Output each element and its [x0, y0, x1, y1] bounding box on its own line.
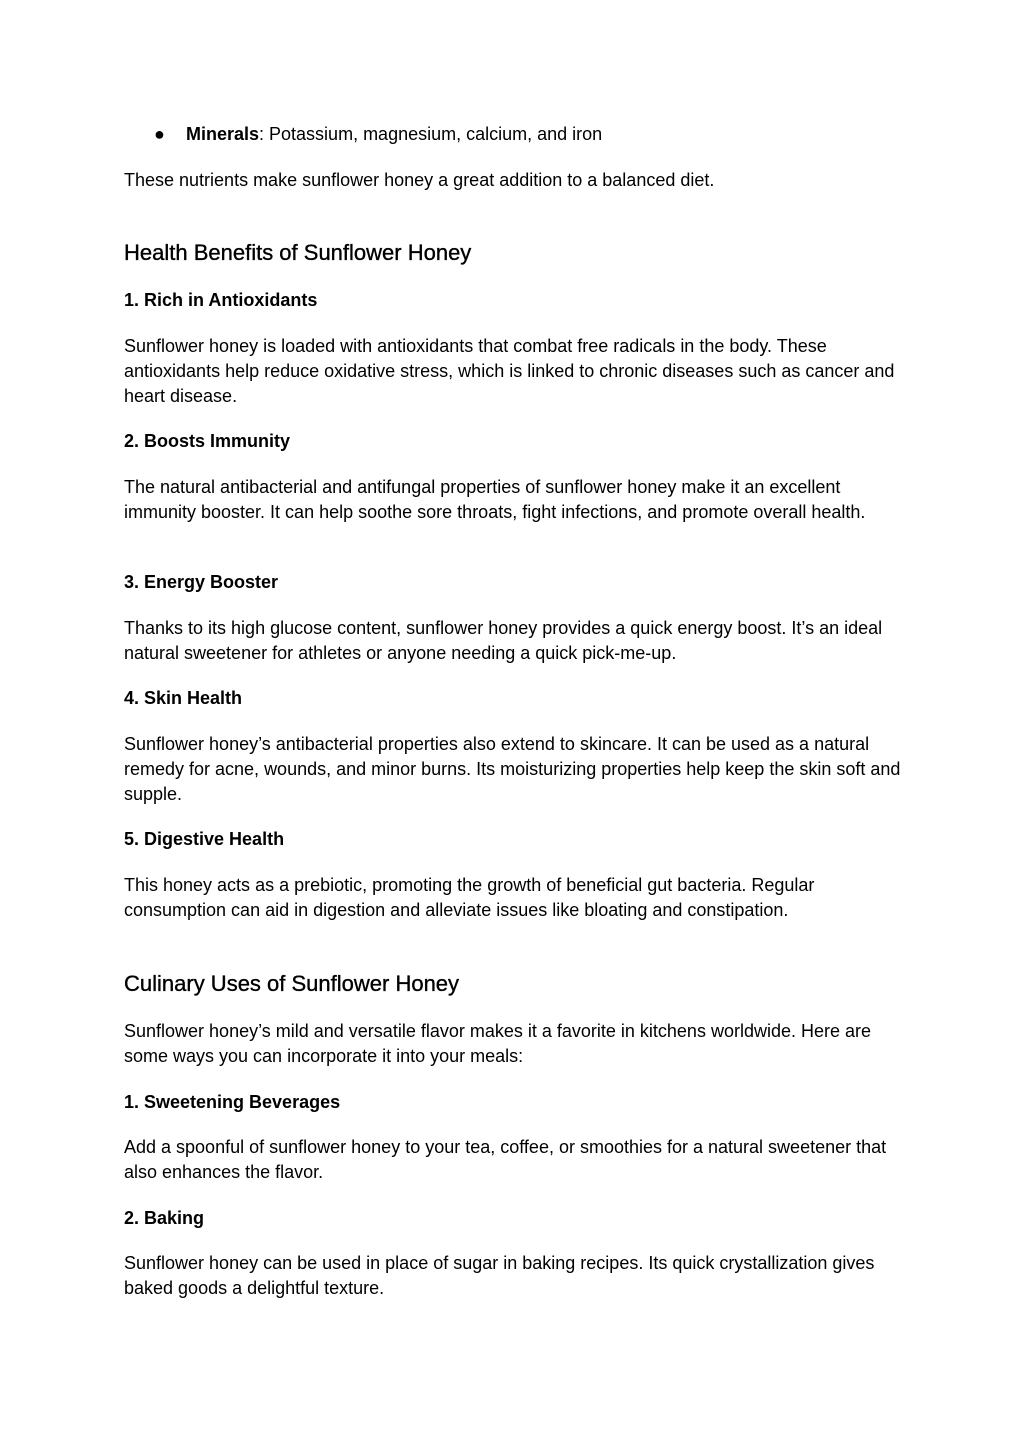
- health-item-title: 4. Skin Health: [124, 688, 243, 708]
- health-item-text: This honey acts as a prebiotic, promoting the growth of beneficial gut bacteria. Regular consumption can aid in digestion and alleviate issues like bloating and constipation.: [124, 875, 815, 920]
- culinary-item-title: 2. Baking: [124, 1208, 205, 1228]
- bullet-term: Minerals: [186, 124, 260, 144]
- health-item-text: The natural antibacterial and antifungal properties of sunflower honey make it an excellent immunity booster. It can help soothe sore throats, fight infections, and promote overall health.: [124, 477, 866, 522]
- intro-closing-paragraph: These nutrients make sunflower honey a great addition to a balanced diet.: [124, 170, 715, 190]
- bullet-text: : Potassium, magnesium, calcium, and iron: [259, 124, 603, 144]
- health-benefits-heading: Health Benefits of Sunflower Honey: [124, 240, 472, 265]
- health-item-title: 2. Boosts Immunity: [124, 431, 291, 451]
- culinary-item-title: 1. Sweetening Beverages: [124, 1092, 341, 1112]
- health-item-text: Thanks to its high glucose content, sunflower honey provides a quick energy boost. It’s an ideal natural sweetener for athletes or anyone needing a quick pick-me-up.: [124, 618, 883, 663]
- culinary-item-text: Sunflower honey can be used in place of sugar in baking recipes. Its quick crystallization gives baked goods a delightful texture.: [124, 1253, 875, 1298]
- bullet-content: [186, 122, 602, 147]
- bullet-item-minerals: [154, 122, 894, 147]
- health-item-title: 5. Digestive Health: [124, 829, 285, 849]
- culinary-intro-paragraph: Sunflower honey’s mild and versatile flavor makes it a favorite in kitchens worldwide. Here are some ways you can incorporate it into your meals:: [124, 1021, 872, 1066]
- health-item-text: Sunflower honey is loaded with antioxidants that combat free radicals in the body. These antioxidants help reduce oxidative stress, which is linked to chronic diseases such as cancer and heart disease.: [124, 336, 895, 406]
- culinary-item-text: Add a spoonful of sunflower honey to your tea, coffee, or smoothies for a natural sweetener that also enhances the flavor.: [124, 1137, 887, 1182]
- health-item-title: 3. Energy Booster: [124, 572, 279, 592]
- health-item-title: 1. Rich in Antioxidants: [124, 290, 318, 310]
- bullet-dot-icon: ●: [154, 124, 165, 144]
- culinary-uses-heading: Culinary Uses of Sunflower Honey: [124, 971, 460, 996]
- health-item-text: Sunflower honey’s antibacterial properties also extend to skincare. It can be used as a natural remedy for acne, wounds, and minor burns. Its moisturizing properties help keep the skin soft and supple.: [124, 734, 901, 804]
